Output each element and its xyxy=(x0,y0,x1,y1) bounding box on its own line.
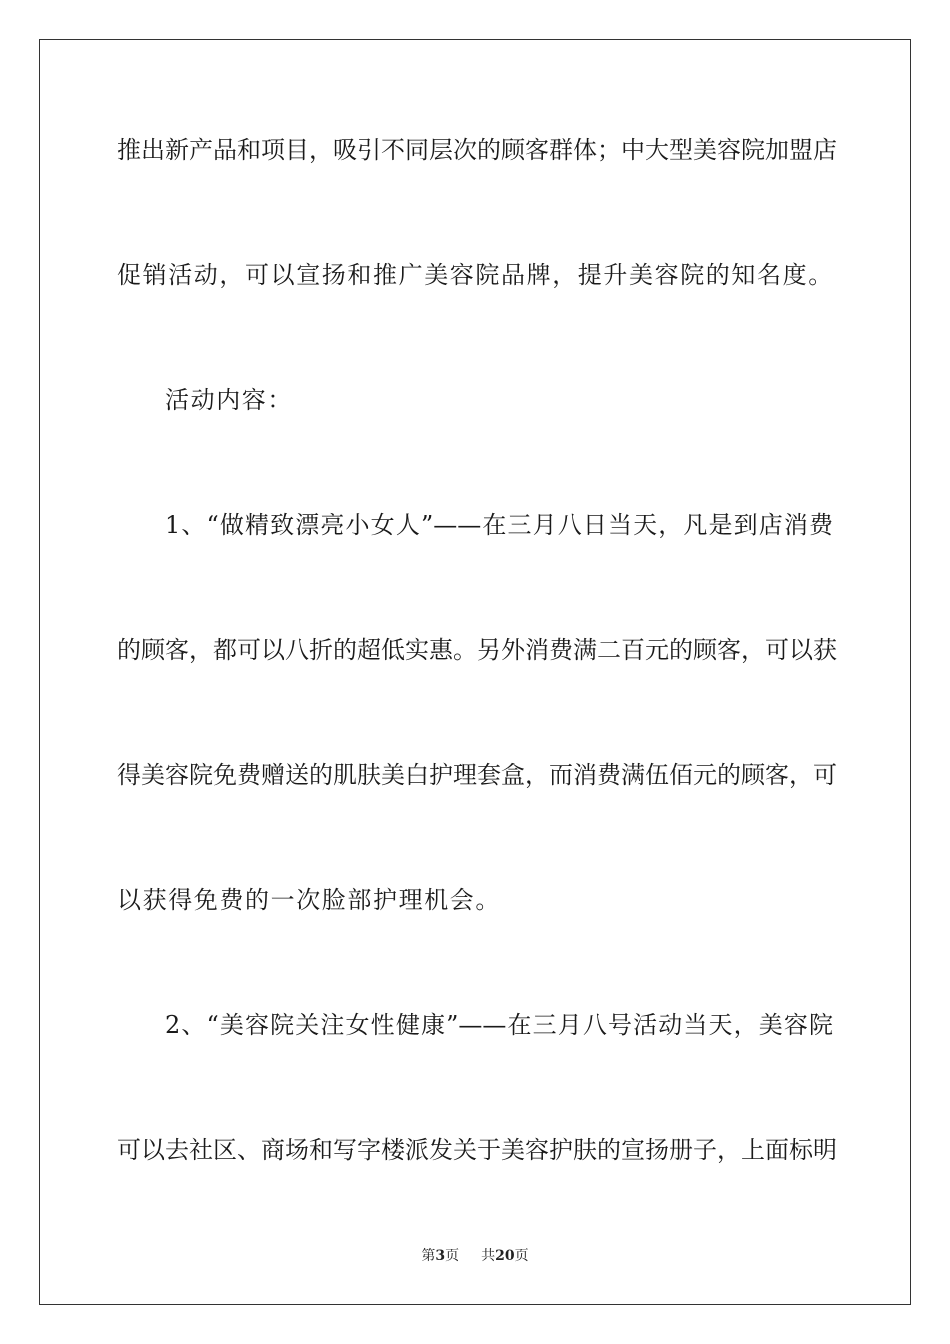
paragraph-line-2: 促销活动，可以宣扬和推广美容院品牌，提升美容院的知名度。 xyxy=(117,261,834,289)
section-heading: 活动内容： xyxy=(165,386,293,414)
paragraph-line-4: 1、“做精致漂亮小女人”——在三月八日当天，凡是到店消费 xyxy=(165,511,833,539)
footer-total-suffix: 页 xyxy=(514,1248,529,1264)
paragraph-line-1: 推出新产品和项目，吸引不同层次的顾客群体；中大型美容院加盟店 xyxy=(117,136,837,164)
footer-total-pages: 20 xyxy=(495,1248,515,1264)
page-border xyxy=(39,39,911,1305)
paragraph-line-8: 2、“美容院关注女性健康”——在三月八号活动当天，美容院 xyxy=(165,1011,833,1039)
paragraph-line-6: 得美容院免费赠送的肌肤美白护理套盒，而消费满伍佰元的顾客，可 xyxy=(117,761,837,789)
paragraph-line-7: 以获得免费的一次脸部护理机会。 xyxy=(117,886,501,914)
page-footer xyxy=(0,1247,950,1265)
paragraph-line-9: 可以去社区、商场和写字楼派发关于美容护肤的宣扬册子，上面标明 xyxy=(117,1136,837,1164)
footer-page-suffix: 页 xyxy=(445,1248,460,1264)
paragraph-line-5: 的顾客，都可以八折的超低实惠。另外消费满二百元的顾客，可以获 xyxy=(117,636,837,664)
footer-page-prefix: 第 xyxy=(421,1248,436,1264)
footer-page-number: 3 xyxy=(435,1248,446,1264)
footer-total-prefix: 共 xyxy=(481,1248,496,1264)
